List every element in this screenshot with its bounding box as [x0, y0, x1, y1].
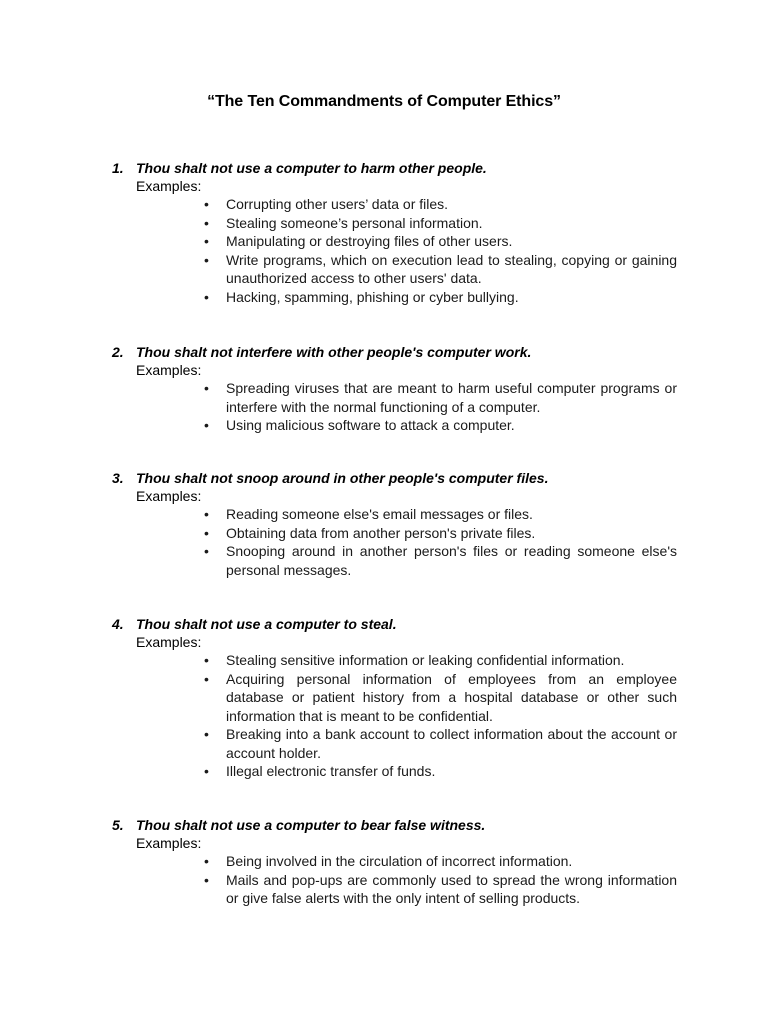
bullet-icon: • [204, 726, 209, 742]
example-item [112, 214, 677, 233]
document-title: “The Ten Commandments of Computer Ethics” [207, 93, 561, 110]
commandment-heading [112, 469, 682, 487]
examples-list [112, 505, 682, 579]
bullet-icon: • [204, 652, 209, 668]
example-text: Stealing someone’s personal information. [226, 214, 483, 231]
example-text: Mails and pop-ups are commonly used to spread the wrong information or give false alerts with the only intent of selling products. [226, 871, 677, 906]
bullet-icon: • [204, 670, 209, 687]
bullet-icon: • [204, 506, 209, 522]
examples-label: Examples: [136, 835, 202, 851]
commandment-text: Thou shalt not use a computer to steal. [136, 616, 397, 632]
commandment-number: 1. [112, 160, 124, 176]
example-item [112, 542, 677, 579]
commandment-4 [112, 615, 682, 781]
example-item [112, 670, 677, 726]
commandment-number: 5. [112, 817, 124, 833]
bullet-icon: • [204, 543, 209, 559]
examples-list [112, 195, 682, 306]
examples-list [112, 651, 682, 781]
example-item [112, 524, 677, 543]
example-item [112, 232, 677, 251]
commandment-text: Thou shalt not snoop around in other people's computer files. [136, 470, 549, 486]
examples-list [112, 379, 682, 435]
example-text: Snooping around in another person's files or reading someone else's personal messages. [226, 543, 677, 578]
example-text: Obtaining data from another person's private files. [226, 524, 536, 541]
commandment-number: 3. [112, 470, 124, 486]
example-text: Spreading viruses that are meant to harm useful computer programs or interfere with the normal functioning of a computer. [226, 380, 677, 415]
bullet-icon: • [204, 871, 209, 888]
example-item [112, 725, 677, 762]
example-item [112, 762, 677, 781]
bullet-icon: • [204, 524, 209, 541]
bullet-icon: • [204, 417, 209, 433]
examples-label: Examples: [136, 362, 202, 378]
example-item [112, 251, 677, 288]
examples-label: Examples: [136, 488, 202, 504]
example-text: Using malicious software to attack a computer. [226, 417, 515, 433]
commandment-heading [112, 343, 682, 361]
example-text: Breaking into a bank account to collect information about the account or account holder. [226, 726, 677, 761]
bullet-icon: • [204, 853, 209, 869]
example-text: Being involved in the circulation of incorrect information. [226, 853, 573, 869]
commandment-text: Thou shalt not interfere with other people's computer work. [136, 344, 532, 360]
example-text: Corrupting other users’ data or files. [226, 196, 449, 212]
example-item [112, 379, 677, 416]
examples-list [112, 852, 682, 908]
commandment-1 [112, 159, 682, 306]
example-item [112, 505, 677, 524]
bullet-icon: • [204, 233, 209, 249]
bullet-icon: • [204, 196, 209, 212]
example-text: Illegal electronic transfer of funds. [226, 763, 436, 779]
commandment-2 [112, 343, 682, 435]
example-text: Hacking, spamming, phishing or cyber bullying. [226, 288, 519, 305]
example-text: Manipulating or destroying files of other users. [226, 233, 513, 249]
commandment-number: 4. [112, 616, 124, 632]
example-text: Stealing sensitive information or leaking confidential information. [226, 652, 625, 668]
commandment-3 [112, 469, 682, 579]
commandment-number: 2. [112, 344, 124, 360]
example-item [112, 651, 677, 670]
commandment-heading [112, 615, 682, 633]
example-text: Acquiring personal information of employees from an employee database or patient history from a hospital database or other such information that is meant to be confidential. [226, 670, 677, 724]
example-item [112, 871, 677, 908]
examples-label: Examples: [136, 178, 202, 194]
example-item [112, 195, 677, 214]
example-item [112, 416, 677, 435]
bullet-icon: • [204, 288, 209, 305]
commandment-heading [112, 159, 682, 177]
commandment-text: Thou shalt not use a computer to bear false witness. [136, 817, 486, 833]
commandment-heading [112, 816, 682, 834]
commandment-5 [112, 816, 682, 908]
example-text: Reading someone else's email messages or files. [226, 506, 533, 522]
bullet-icon: • [204, 763, 209, 779]
example-item [112, 852, 677, 871]
commandment-text: Thou shalt not use a computer to harm other people. [136, 160, 487, 176]
bullet-icon: • [204, 214, 209, 231]
example-text: Write programs, which on execution lead to stealing, copying or gaining unauthorized access to other users' data. [226, 251, 677, 286]
bullet-icon: • [204, 251, 209, 268]
example-item [112, 288, 677, 307]
bullet-icon: • [204, 380, 209, 396]
examples-label: Examples: [136, 634, 202, 650]
